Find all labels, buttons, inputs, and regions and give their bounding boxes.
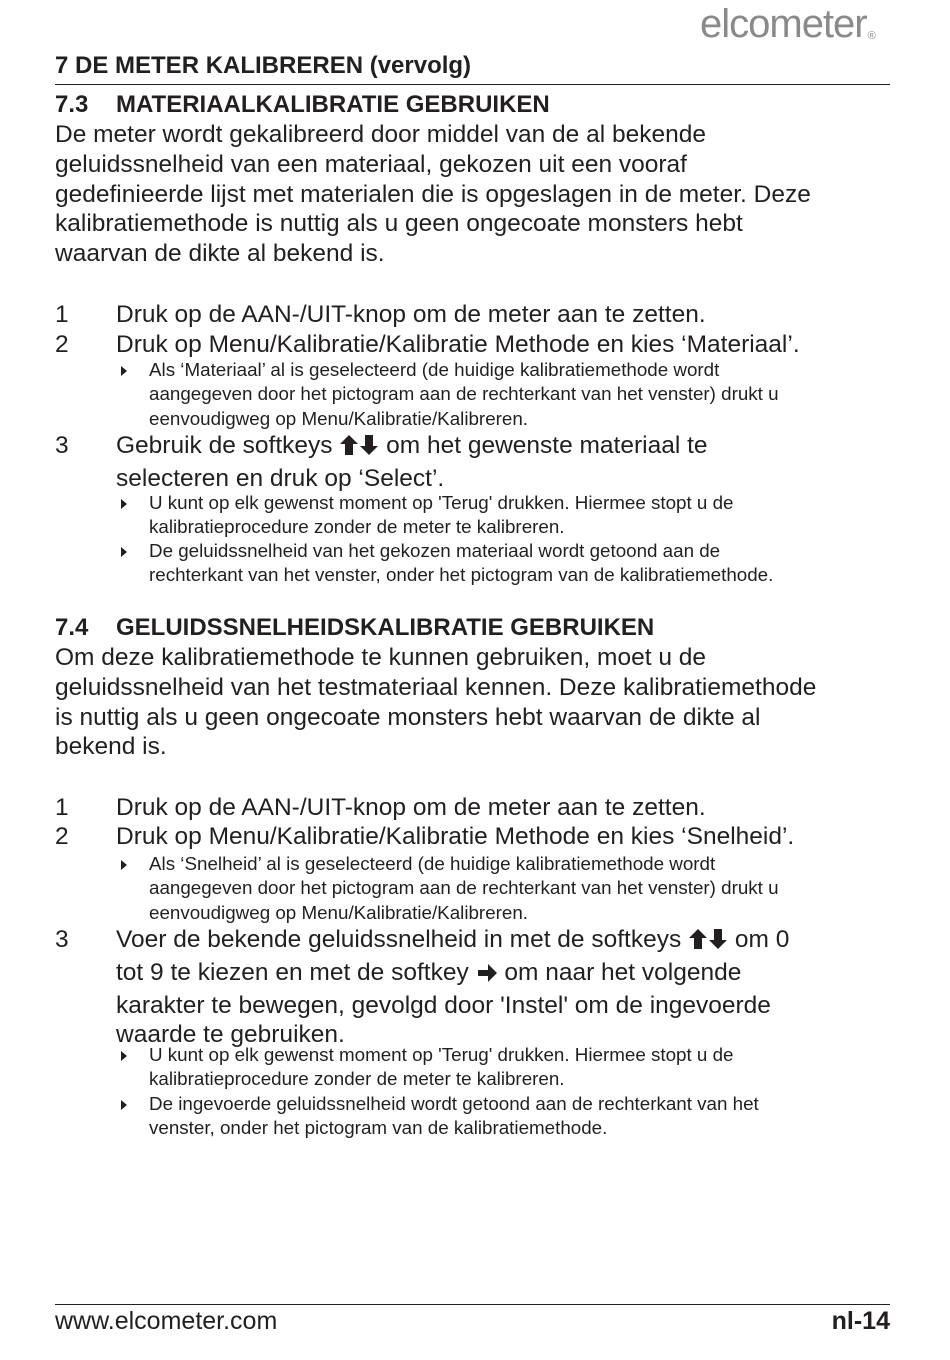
bullet-line: Als ‘Materiaal’ al is geselecteerd (de huidige kalibratiemethode wordt: [149, 359, 720, 380]
section-number: 7.4: [55, 614, 89, 641]
section-7-4-heading: [55, 613, 654, 643]
step-text: om het gewenste materiaal te: [379, 432, 708, 459]
bullet-line: U kunt op elk gewenst moment op 'Terug' drukken. Hiermee stopt u de: [149, 1044, 734, 1065]
bullet-line: kalibratieprocedure zonder de meter te kalibreren.: [149, 516, 565, 538]
step-text: Druk op de AAN-/UIT-knop om de meter aan te zetten.: [116, 301, 706, 328]
step-text: om 0: [728, 926, 790, 953]
step-text: selecteren en druk op ‘Select’.: [116, 464, 445, 492]
bullet-line: De ingevoerde geluidssnelheid wordt getoond aan de rechterkant van het: [149, 1093, 759, 1114]
section-7-3-intro: [55, 120, 895, 269]
bullet-line: kalibratieprocedure zonder de meter te kalibreren.: [149, 1068, 565, 1090]
section-number: 7.3: [55, 91, 89, 118]
chapter-title: 7 DE METER KALIBREREN (vervolg): [55, 52, 472, 79]
bullet-line: eenvoudigweg op Menu/Kalibratie/Kalibreren.: [149, 407, 528, 429]
bullet-line: eenvoudigweg op Menu/Kalibratie/Kalibreren.: [149, 901, 528, 923]
bullet-line: venster, onder het pictogram van de kalibratiemethode.: [149, 1117, 608, 1139]
bullet-triangle-icon: [121, 366, 127, 376]
step-number: 3: [55, 432, 69, 459]
step-text: Druk op Menu/Kalibratie/Kalibratie Methode en kies ‘Snelheid’.: [116, 823, 795, 850]
footer-divider: [55, 1304, 890, 1305]
bullet-triangle-icon: [121, 1100, 127, 1110]
footer-url[interactable]: www.elcometer.com: [55, 1307, 278, 1335]
step-text: tot 9 te kiezen en met de softkey: [116, 958, 476, 986]
right-arrow-icon: [476, 961, 498, 991]
intro-line: De meter wordt gekalibreerd door middel van de al bekende: [55, 121, 706, 148]
step-text: Gebruik de softkeys: [116, 432, 340, 459]
section-title: MATERIAALKALIBRATIE GEBRUIKEN: [116, 91, 550, 118]
intro-line: bekend is.: [55, 733, 167, 761]
step-number: 2: [55, 331, 69, 358]
step-number: 1: [55, 301, 69, 328]
step-text: waarde te gebruiken.: [116, 1021, 345, 1049]
step-number: 1: [55, 794, 69, 821]
bullet-triangle-icon: [121, 547, 127, 557]
up-down-arrows-icon: [688, 928, 728, 958]
bullet-line: U kunt op elk gewenst moment op 'Terug' drukken. Hiermee stopt u de: [149, 492, 734, 513]
up-down-arrows-icon: [339, 434, 379, 464]
intro-line: kalibratiemethode is nuttig als u geen ongecoate monsters hebt: [55, 210, 743, 238]
intro-line: is nuttig als u geen ongecoate monsters hebt waarvan de dikte al: [55, 703, 761, 731]
bullet-triangle-icon: [121, 499, 127, 509]
bullet-triangle-icon: [121, 1051, 127, 1061]
bullet-triangle-icon: [121, 860, 127, 870]
intro-line: geluidssnelheid van een materiaal, gekozen uit een vooraf: [55, 150, 687, 178]
section-title: GELUIDSSNELHEIDSKALIBRATIE GEBRUIKEN: [116, 614, 655, 641]
bullet-line: De geluidssnelheid van het gekozen materiaal wordt getoond aan de: [149, 540, 721, 561]
step-text: Voer de bekende geluidssnelheid in met de softkeys: [116, 926, 689, 953]
logo-text: elcometer: [700, 2, 867, 46]
registered-icon: ®: [867, 30, 875, 42]
bullet-line: aangegeven door het pictogram aan de rechterkant van het venster) drukt u: [149, 383, 779, 405]
step-text: Druk op de AAN-/UIT-knop om de meter aan te zetten.: [116, 794, 706, 821]
intro-line: waarvan de dikte al bekend is.: [55, 240, 385, 267]
intro-line: geluidssnelheid van het testmateriaal kennen. Deze kalibratiemethode: [55, 673, 817, 701]
step-number: 2: [55, 823, 69, 850]
page-number: nl-14: [831, 1307, 890, 1335]
step-text: karakter te bewegen, gevolgd door 'Instel' om de ingevoerde: [116, 991, 771, 1019]
elcometer-logo: [700, 2, 875, 47]
step-number: 3: [55, 926, 69, 953]
step-text: Druk op Menu/Kalibratie/Kalibratie Methode en kies ‘Materiaal’.: [116, 331, 800, 358]
section-7-4-intro: [55, 643, 895, 762]
bullet-line: Als ‘Snelheid’ al is geselecteerd (de huidige kalibratiemethode wordt: [149, 853, 716, 874]
intro-line: Om deze kalibratiemethode te kunnen gebruiken, moet u de: [55, 644, 707, 671]
bullet-line: aangegeven door het pictogram aan de rechterkant van het venster) drukt u: [149, 877, 779, 899]
step-text: om naar het volgende: [497, 958, 742, 986]
section-7-3-heading: [55, 90, 550, 120]
header-divider: [55, 84, 890, 85]
intro-line: gedefinieerde lijst met materialen die is opgeslagen in de meter. Deze: [55, 180, 811, 208]
bullet-line: rechterkant van het venster, onder het pictogram van de kalibratiemethode.: [149, 564, 774, 586]
